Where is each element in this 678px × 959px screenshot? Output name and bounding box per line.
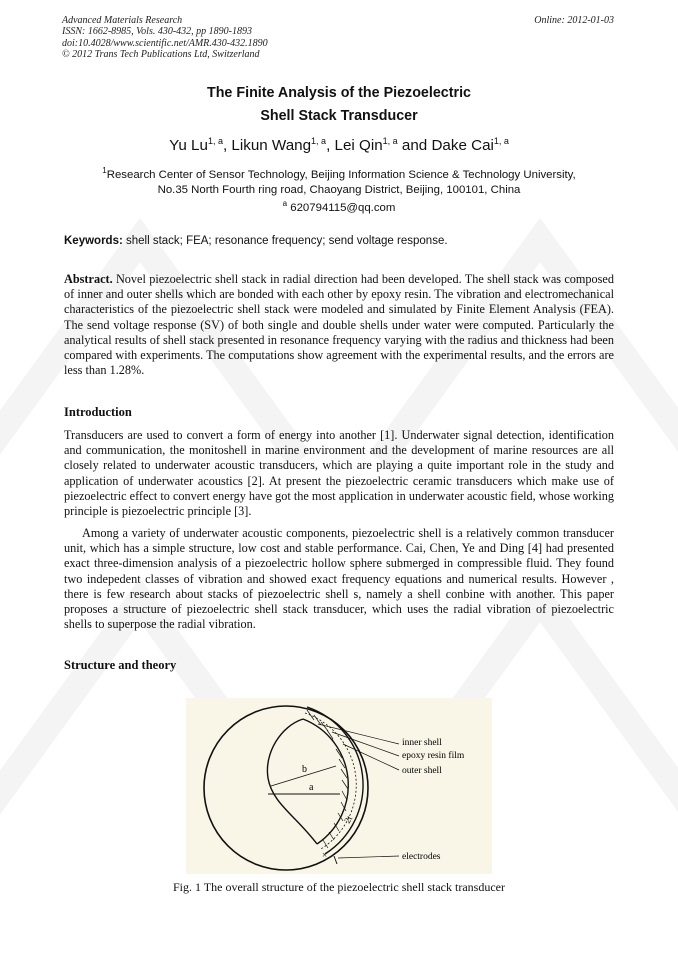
author-name: Lei Qin (334, 137, 383, 154)
label-outer-shell: outer shell (402, 766, 442, 776)
online-date: Online: 2012-01-03 (534, 15, 614, 26)
label-a: a (309, 782, 314, 793)
author-affiliation-mark: 1, a (493, 136, 509, 146)
introduction-paragraph-1: Transducers are used to convert a form of energy into another [1]. Underwater signal detection, identification and communication, the monitoshell in marine environment and the development of marine resources are all closely related to underwater acoustic transducers, which are playing a quite important role in the study and application of underwater acoustics [2]. At present the piezoelectric ceramic transducers which make use of piezoelectric effect to convert energy have got the most application in underwater acoustic field, whose working principle is piezoelectric principle [3]. (64, 428, 614, 519)
abstract-text: Novel piezoelectric shell stack in radial direction had been developed. The shell stack was composed of inner and outer shells which are bonded with each other by epoxy resin. The vibration and electromechanical characteristics of the piezoelectric shell stack were modeled and simulated by Finite Element Analysis (FEA). The send voltage response (SV) of both single and double shells under water were computed. Particularly the analytical results of shell stack presented in resonance frequency varying with the radius and thickness had been compared with experiments. The computations show agreement with the experimental results, and the errors are less than 1.28%. (64, 272, 614, 378)
label-electrodes: electrodes (402, 852, 441, 862)
email-address: 620794115@qq.com (290, 202, 396, 214)
journal-name: Advanced Materials Research (62, 15, 183, 26)
leader-inner-shell (318, 724, 399, 744)
figure-1 (186, 698, 492, 874)
author-affiliation-mark: 1, a (382, 136, 398, 146)
author-name: Likun Wang (231, 137, 312, 154)
journal-header (62, 15, 268, 60)
keywords-text: shell stack; FEA; resonance frequency; send voltage response. (122, 235, 448, 247)
issn-line: ISSN: 1662-8985, Vols. 430-432, pp 1890-1893 (62, 26, 252, 38)
introduction-paragraph-2: Among a variety of underwater acoustic components, piezoelectric shell is a relatively common transducer unit, which has a simple structure, low cost and stable performance. Cai, Chen, Ye and Ding [4] had presented exact three-dimension analysis of a piezoelectric hollow sphere submerged in compressible fluid. They found two indepedent classes of vibration and showed exact frequency equations and numerical results. However , there is few research about stacks of piezoelectric shell s, namely a shell conbine with another. This paper proposes a structure of piezoelectric shell stack transducer, which uses the radial vibration of piezoelectric shells to superpose the radial vibration. (64, 526, 614, 632)
leader-electrodes (338, 856, 399, 858)
abstract-label: Abstract. (64, 272, 113, 286)
email-mark: a (282, 199, 288, 208)
label-2t: 2t (342, 813, 355, 825)
electrode-tick (334, 856, 337, 864)
affiliation-mark: 1 (102, 166, 107, 175)
affiliation (0, 163, 678, 198)
paper-title (0, 82, 678, 128)
author-affiliation-mark: 1, a (311, 136, 327, 146)
doi-line: doi:10.4028/www.scientific.net/AMR.430-432.1890 (62, 37, 268, 49)
electrode-marker: × (322, 850, 328, 860)
figure-caption: Fig. 1 The overall structure of the piezoelectric shell stack transducer (173, 880, 505, 894)
shell-stack-diagram (186, 698, 492, 874)
label-inner-shell: inner shell (402, 738, 442, 748)
keywords-label: Keywords: (64, 235, 123, 247)
author-name: Dake Cai (431, 137, 494, 154)
title-line-2: Shell Stack Transducer (260, 108, 418, 124)
author-email (0, 199, 678, 214)
title-line-1: The Finite Analysis of the Piezoelectric (206, 85, 472, 101)
leader-outer-shell (343, 744, 399, 770)
copyright-line: © 2012 Trans Tech Publications Ltd, Switzerland (62, 48, 260, 60)
keywords (64, 235, 448, 247)
author-name: Yu Lu (169, 137, 208, 154)
author-separator: and (397, 137, 432, 154)
introduction-heading: Introduction (64, 405, 132, 419)
structure-heading: Structure and theory (64, 658, 177, 672)
label-b: b (302, 764, 307, 775)
author-separator: , (326, 137, 335, 154)
author-list (0, 136, 678, 154)
label-epoxy: epoxy resin film (402, 751, 465, 761)
affiliation-line-2: No.35 North Fourth ring road, Chaoyang District, Beijing, 100101, China (157, 184, 521, 197)
affiliation-line-1 (0, 163, 678, 183)
author-affiliation-mark: 1, a (207, 136, 223, 146)
abstract (64, 272, 614, 378)
author-separator: , (222, 137, 232, 154)
affiliation-text: Research Center of Sensor Technology, Beijing Information Science & Technology University, (106, 169, 576, 181)
